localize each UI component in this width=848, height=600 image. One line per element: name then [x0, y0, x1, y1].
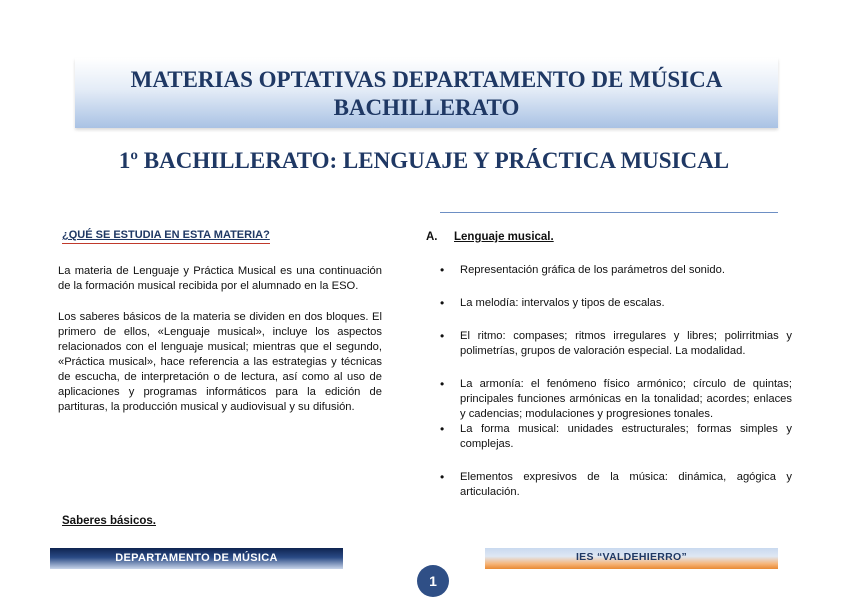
list-item: • La forma musical: unidades estructurales; formas simples y complejas. [426, 422, 792, 452]
section-a-text: Lenguaje musical. [454, 231, 554, 243]
list-item: • Representación gráfica de los parámetros del sonido. [426, 263, 792, 278]
left-column [58, 225, 382, 415]
list-item: • La armonía: el fenómeno físico armónico; círculo de quintas; principales funciones armónicas en la tonalidad; acordes; enlaces y cadencias; modulaciones y progresiones tonales. [426, 377, 792, 422]
right-column [426, 230, 792, 500]
section-a-letter: A. [426, 231, 438, 243]
page-number-badge: 1 [417, 565, 449, 597]
right-column-divider [440, 212, 778, 213]
footer-school: IES “VALDEHIERRO” [485, 548, 778, 569]
title-banner [75, 58, 778, 128]
list-item: • La melodía: intervalos y tipos de escalas. [426, 296, 792, 311]
section-a-title [426, 230, 792, 245]
contents-paragraph: Los saberes básicos de la materia se dividen en dos bloques. El primero de ellos, «Lenguaje musical», incluye los aspectos relacionados con el lenguaje musical; mientras que el segundo, «Práctica musical», hace referencia a las estrategias y técnicas de escucha, de interpretación o de lectura, así como al uso de aplicaciones y programas informáticos para la edición de partituras, la producción musical y audiovisual y su difusión. [58, 311, 382, 413]
banner-title-line-2: BACHILLERATO [333, 95, 520, 120]
saberes-basicos-heading: Saberes básicos. [62, 515, 156, 527]
banner-title-line-1: MATERIAS OPTATIVAS DEPARTAMENTO DE MÚSICA [130, 67, 723, 92]
footer-department: DEPARTAMENTO DE MÚSICA [50, 548, 343, 569]
what-is-studied-heading: ¿QUÉ SE ESTUDIA EN ESTA MATERIA? [62, 228, 270, 244]
intro-paragraph: La materia de Lenguaje y Práctica Musical es una continuación de la formación musical recibida por el alumnado en la ESO. [58, 265, 382, 292]
list-item: • Elementos expresivos de la música: dinámica, agógica y articulación. [426, 470, 792, 500]
list-item: • El ritmo: compases; ritmos irregulares y libres; polirritmias y polimetrías, grupos de valoración especial. La modalidad. [426, 329, 792, 359]
course-subtitle: 1º BACHILLERATO: LENGUAJE Y PRÁCTICA MUSICAL [118, 148, 730, 173]
topics-list [426, 263, 792, 500]
